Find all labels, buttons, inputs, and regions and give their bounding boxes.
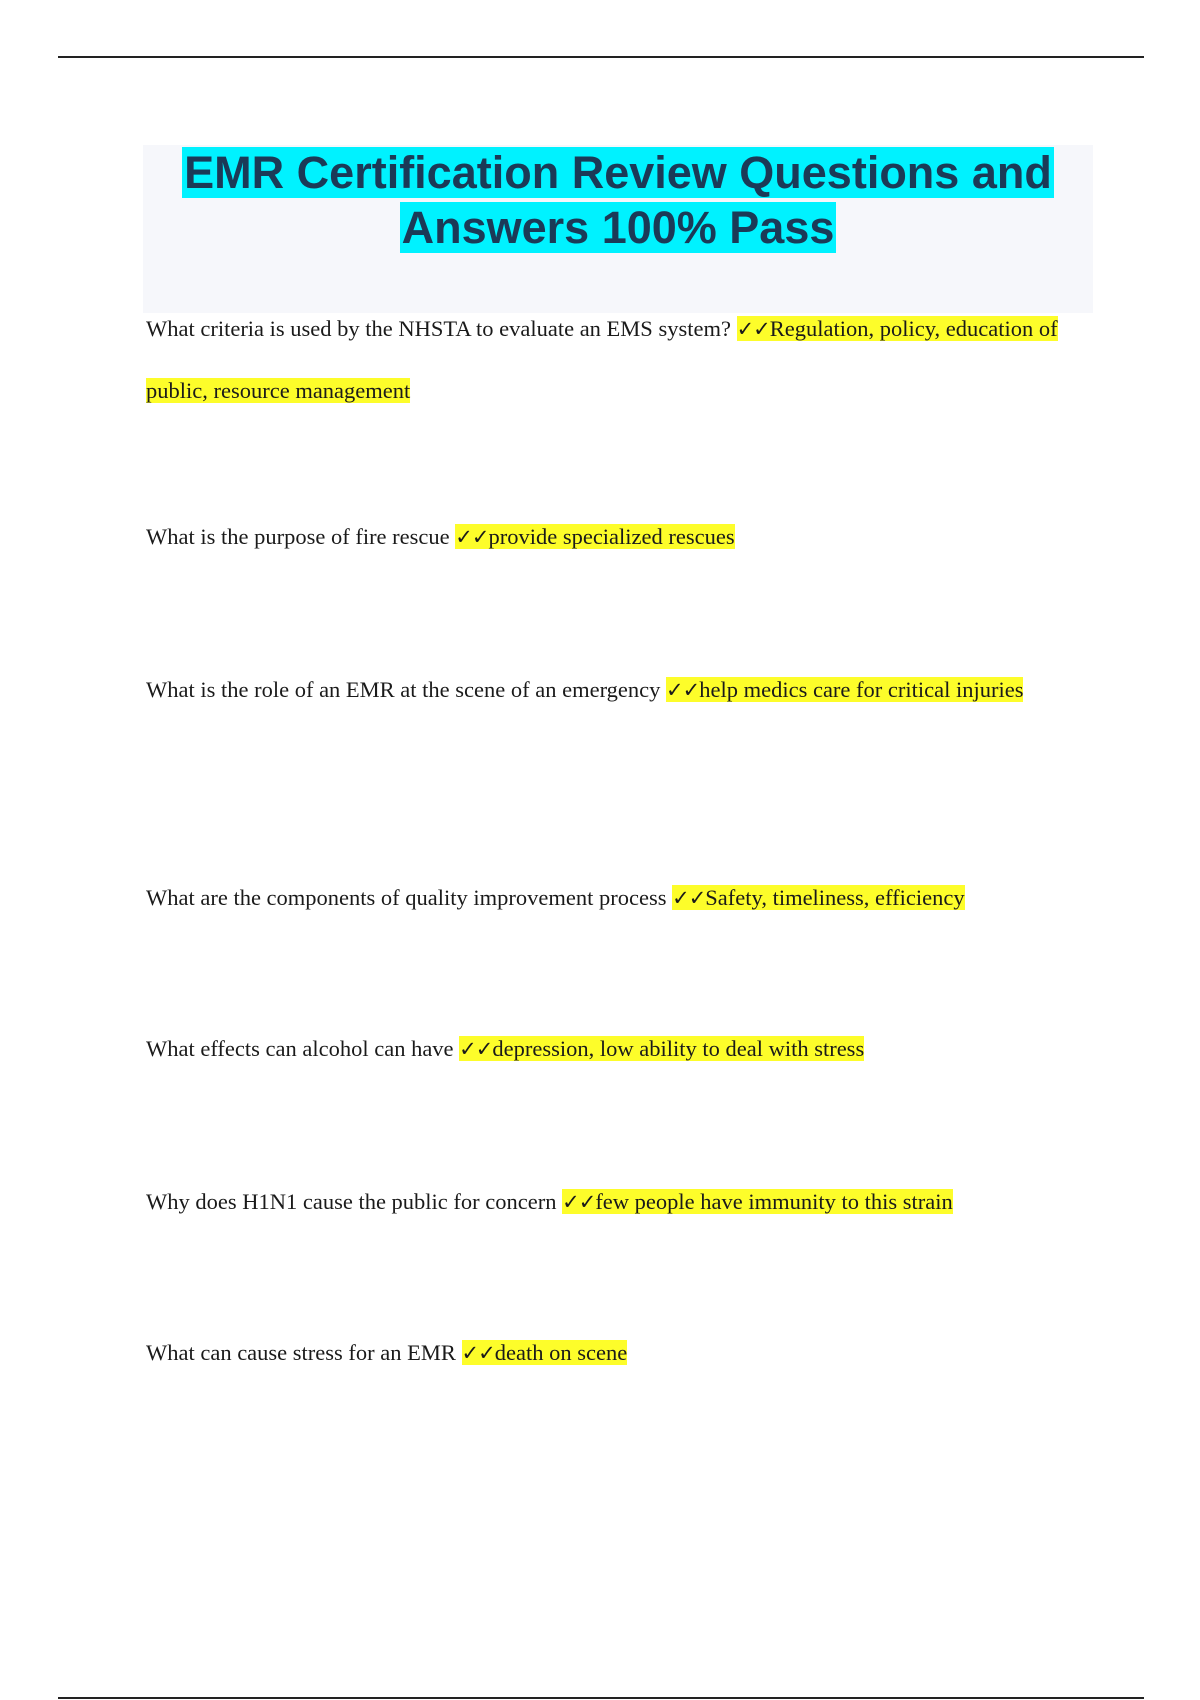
answer-text: death on scene xyxy=(494,1340,628,1365)
answer-text: help medics care for critical injuries xyxy=(699,677,1024,702)
answer-text: Safety, timeliness, efficiency xyxy=(705,885,965,910)
question-text: What is the role of an EMR at the scene of an emergency xyxy=(146,677,661,702)
double-check-icon: ✓✓ xyxy=(562,1190,596,1214)
double-check-icon: ✓✓ xyxy=(459,1037,493,1061)
answer-text: provide specialized rescues xyxy=(488,524,735,549)
answer-highlight xyxy=(462,1340,628,1365)
answer-highlight xyxy=(672,885,965,910)
bottom-rule xyxy=(58,1697,1144,1699)
double-check-icon: ✓✓ xyxy=(672,886,706,910)
title-line-2: Answers 100% Pass xyxy=(401,202,835,253)
question-text: What effects can alcohol can have xyxy=(146,1036,454,1061)
answer-highlight xyxy=(562,1189,953,1214)
answer-highlight xyxy=(459,1036,864,1061)
question-text: What can cause stress for an EMR xyxy=(146,1340,456,1365)
document-title xyxy=(143,145,1093,255)
qa-item-5 xyxy=(146,1018,1066,1080)
answer-text: Regulation, policy, education of public, resource management xyxy=(146,316,1058,403)
question-text: What are the components of quality improvement process xyxy=(146,885,667,910)
question-text: What is the purpose of fire rescue xyxy=(146,524,450,549)
title-block xyxy=(143,145,1093,313)
title-line-1: EMR Certification Review Questions and xyxy=(184,147,1052,198)
answer-highlight xyxy=(666,677,1023,702)
double-check-icon: ✓✓ xyxy=(455,525,489,549)
question-text: Why does H1N1 cause the public for concern xyxy=(146,1189,557,1214)
qa-item-6 xyxy=(146,1171,1066,1233)
answer-text: few people have immunity to this strain xyxy=(595,1189,953,1214)
qa-item-7 xyxy=(146,1322,1066,1384)
double-check-icon: ✓✓ xyxy=(666,678,700,702)
qa-item-1 xyxy=(146,298,1066,421)
qa-item-3 xyxy=(146,659,1066,721)
answer-text: depression, low ability to deal with stress xyxy=(492,1036,865,1061)
answer-highlight xyxy=(455,524,734,549)
question-text: What criteria is used by the NHSTA to evaluate an EMS system? xyxy=(146,316,731,341)
double-check-icon: ✓✓ xyxy=(461,1341,495,1365)
qa-item-2 xyxy=(146,506,1066,568)
top-rule xyxy=(58,56,1144,58)
double-check-icon: ✓✓ xyxy=(736,317,770,341)
qa-item-4 xyxy=(146,867,1066,929)
